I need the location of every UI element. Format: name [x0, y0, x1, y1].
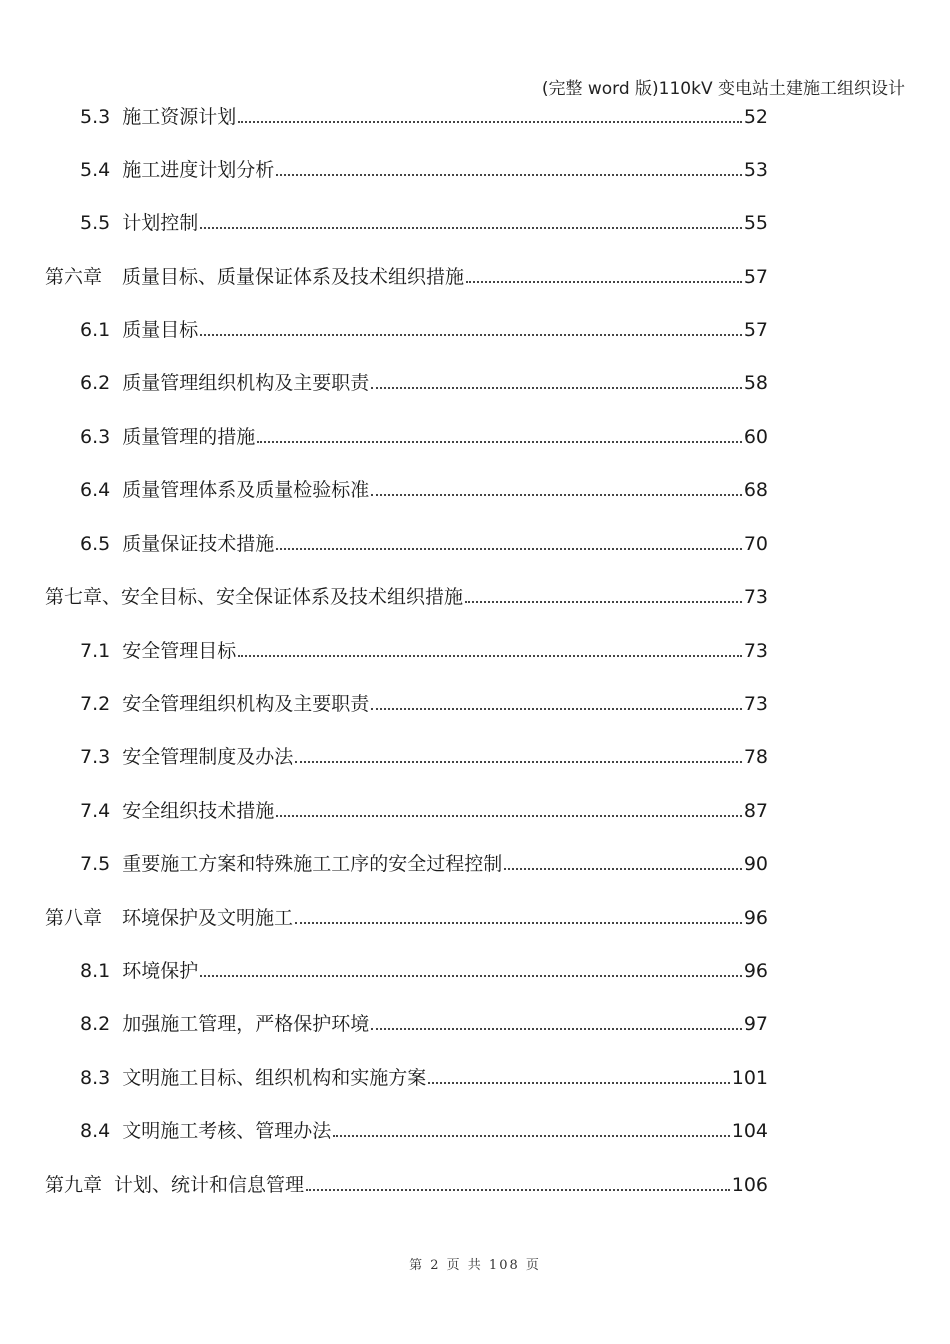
toc-entry-page: 60 — [743, 426, 768, 448]
toc-entry-title: 计划控制 — [122, 212, 199, 234]
toc-entry[interactable] — [80, 475, 768, 505]
toc-entry-number: 6.4 — [80, 479, 111, 501]
toc-entry-title: 环境保护及文明施工 — [122, 907, 294, 929]
toc-entry-number: 6.3 — [80, 426, 111, 448]
toc-entry-title: 文明施工考核、管理办法 — [122, 1120, 332, 1142]
toc-dot-leader — [465, 601, 742, 603]
toc-dot-leader — [276, 174, 742, 176]
toc-entry-title: 文明施工目标、组织机构和实施方案 — [122, 1067, 427, 1089]
toc-entry-page: 57 — [743, 319, 768, 341]
toc-entry-number: 7.4 — [80, 800, 111, 822]
toc-dot-leader — [504, 868, 742, 870]
toc-entry[interactable] — [80, 422, 768, 452]
toc-entry[interactable] — [80, 315, 768, 345]
toc-dot-leader — [371, 1028, 742, 1030]
toc-dot-leader — [295, 922, 742, 924]
toc-entry-title: 质量管理组织机构及主要职责 — [122, 372, 370, 394]
toc-entry-number: 第七章、 — [45, 586, 122, 608]
toc-entry-page: 73 — [743, 586, 768, 608]
toc-entry-title: 计划、统计和信息管理 — [114, 1174, 305, 1196]
toc-dot-leader — [428, 1082, 730, 1084]
toc-entry-number: 7.5 — [80, 853, 111, 875]
toc-entry-number: 7.2 — [80, 693, 111, 715]
toc-entry-number: 第八章 — [45, 907, 103, 929]
toc-entry-title: 环境保护 — [122, 960, 199, 982]
toc-entry-page: 104 — [731, 1120, 768, 1142]
document-header: (完整 word 版)110kV 变电站土建施工组织设计 — [541, 79, 905, 99]
toc-entry-page: 55 — [743, 212, 768, 234]
toc-entry-number: 8.3 — [80, 1067, 111, 1089]
toc-entry-number: 7.3 — [80, 746, 111, 768]
toc-entry-title: 质量目标 — [122, 319, 199, 341]
page-footer: 第 2 页 共 108 页 — [409, 1258, 541, 1273]
toc-entry-page: 90 — [743, 853, 768, 875]
toc-dot-leader — [238, 655, 742, 657]
toc-dot-leader — [306, 1189, 730, 1191]
toc-entry-page: 106 — [731, 1174, 768, 1196]
toc-entry[interactable] — [80, 636, 768, 666]
toc-dot-leader — [257, 441, 742, 443]
toc-entry[interactable] — [80, 956, 768, 986]
toc-entry-number: 6.2 — [80, 372, 111, 394]
toc-entry-title: 质量保证技术措施 — [122, 533, 275, 555]
toc-entry[interactable] — [80, 368, 768, 398]
toc-entry[interactable] — [80, 208, 768, 238]
toc-entry-title: 施工资源计划 — [122, 106, 237, 128]
toc-chapter-entry[interactable] — [45, 903, 768, 933]
toc-entry-page: 87 — [743, 800, 768, 822]
toc-entry[interactable] — [80, 102, 768, 132]
toc-entry-title: 质量目标、质量保证体系及技术组织措施 — [122, 266, 465, 288]
toc-entry[interactable] — [80, 1116, 768, 1146]
toc-entry-page: 57 — [743, 266, 768, 288]
toc-entry-title: 质量管理体系及质量检验标准 — [122, 479, 370, 501]
toc-dot-leader — [371, 708, 742, 710]
toc-dot-leader — [333, 1135, 730, 1137]
toc-dot-leader — [371, 494, 742, 496]
toc-dot-leader — [238, 121, 742, 123]
toc-dot-leader — [276, 815, 742, 817]
toc-dot-leader — [371, 387, 742, 389]
toc-entry-number: 5.5 — [80, 212, 111, 234]
toc-entry-title: 质量管理的措施 — [122, 426, 256, 448]
toc-entry-number: 8.4 — [80, 1120, 111, 1142]
toc-entry-page: 73 — [743, 693, 768, 715]
toc-entry-page: 58 — [743, 372, 768, 394]
toc-chapter-entry[interactable] — [45, 262, 768, 292]
toc-entry[interactable] — [80, 1063, 768, 1093]
toc-entry[interactable] — [80, 689, 768, 719]
toc-entry-title: 安全管理目标 — [122, 640, 237, 662]
toc-entry-title: 重要施工方案和特殊施工工序的安全过程控制 — [122, 853, 503, 875]
toc-dot-leader — [200, 975, 742, 977]
toc-entry-page: 73 — [743, 640, 768, 662]
toc-dot-leader — [200, 334, 742, 336]
toc-entry-title: 安全管理组织机构及主要职责 — [122, 693, 370, 715]
toc-entry-page: 68 — [743, 479, 768, 501]
toc-entry-page: 96 — [743, 960, 768, 982]
toc-entry-page: 96 — [743, 907, 768, 929]
toc-entry-title: 安全管理制度及办法 — [122, 746, 294, 768]
toc-entry[interactable] — [80, 742, 768, 772]
toc-entry-number: 5.4 — [80, 159, 111, 181]
toc-entry-page: 53 — [743, 159, 768, 181]
toc-entry-title: 施工进度计划分析 — [122, 159, 275, 181]
toc-chapter-entry[interactable] — [45, 1170, 768, 1200]
toc-chapter-entry[interactable] — [45, 582, 768, 612]
toc-entry-number: 5.3 — [80, 106, 111, 128]
toc-entry-page: 101 — [731, 1067, 768, 1089]
toc-entry-page: 70 — [743, 533, 768, 555]
toc-dot-leader — [466, 281, 742, 283]
toc-entry[interactable] — [80, 849, 768, 879]
toc-entry-title: 安全目标、安全保证体系及技术组织措施 — [121, 586, 464, 608]
toc-entry-title: 安全组织技术措施 — [122, 800, 275, 822]
toc-entry-number: 第九章 — [45, 1174, 103, 1196]
toc-entry[interactable] — [80, 796, 768, 826]
toc-dot-leader — [276, 548, 742, 550]
toc-entry-page: 78 — [743, 746, 768, 768]
toc-entry-number: 8.2 — [80, 1013, 111, 1035]
toc-entry-number: 8.1 — [80, 960, 111, 982]
toc-entry-number: 第六章 — [45, 266, 103, 288]
toc-entry-title: 加强施工管理，严格保护环境 — [122, 1013, 370, 1035]
toc-entry-page: 52 — [743, 106, 768, 128]
toc-dot-leader — [295, 761, 742, 763]
toc-entry-page: 97 — [743, 1013, 768, 1035]
toc-entry-number: 6.1 — [80, 319, 111, 341]
toc-entry[interactable] — [80, 1009, 768, 1039]
toc-dot-leader — [200, 227, 742, 229]
toc-entry[interactable] — [80, 155, 768, 185]
toc-entry[interactable] — [80, 529, 768, 559]
toc-entry-number: 6.5 — [80, 533, 111, 555]
toc-entry-number: 7.1 — [80, 640, 111, 662]
